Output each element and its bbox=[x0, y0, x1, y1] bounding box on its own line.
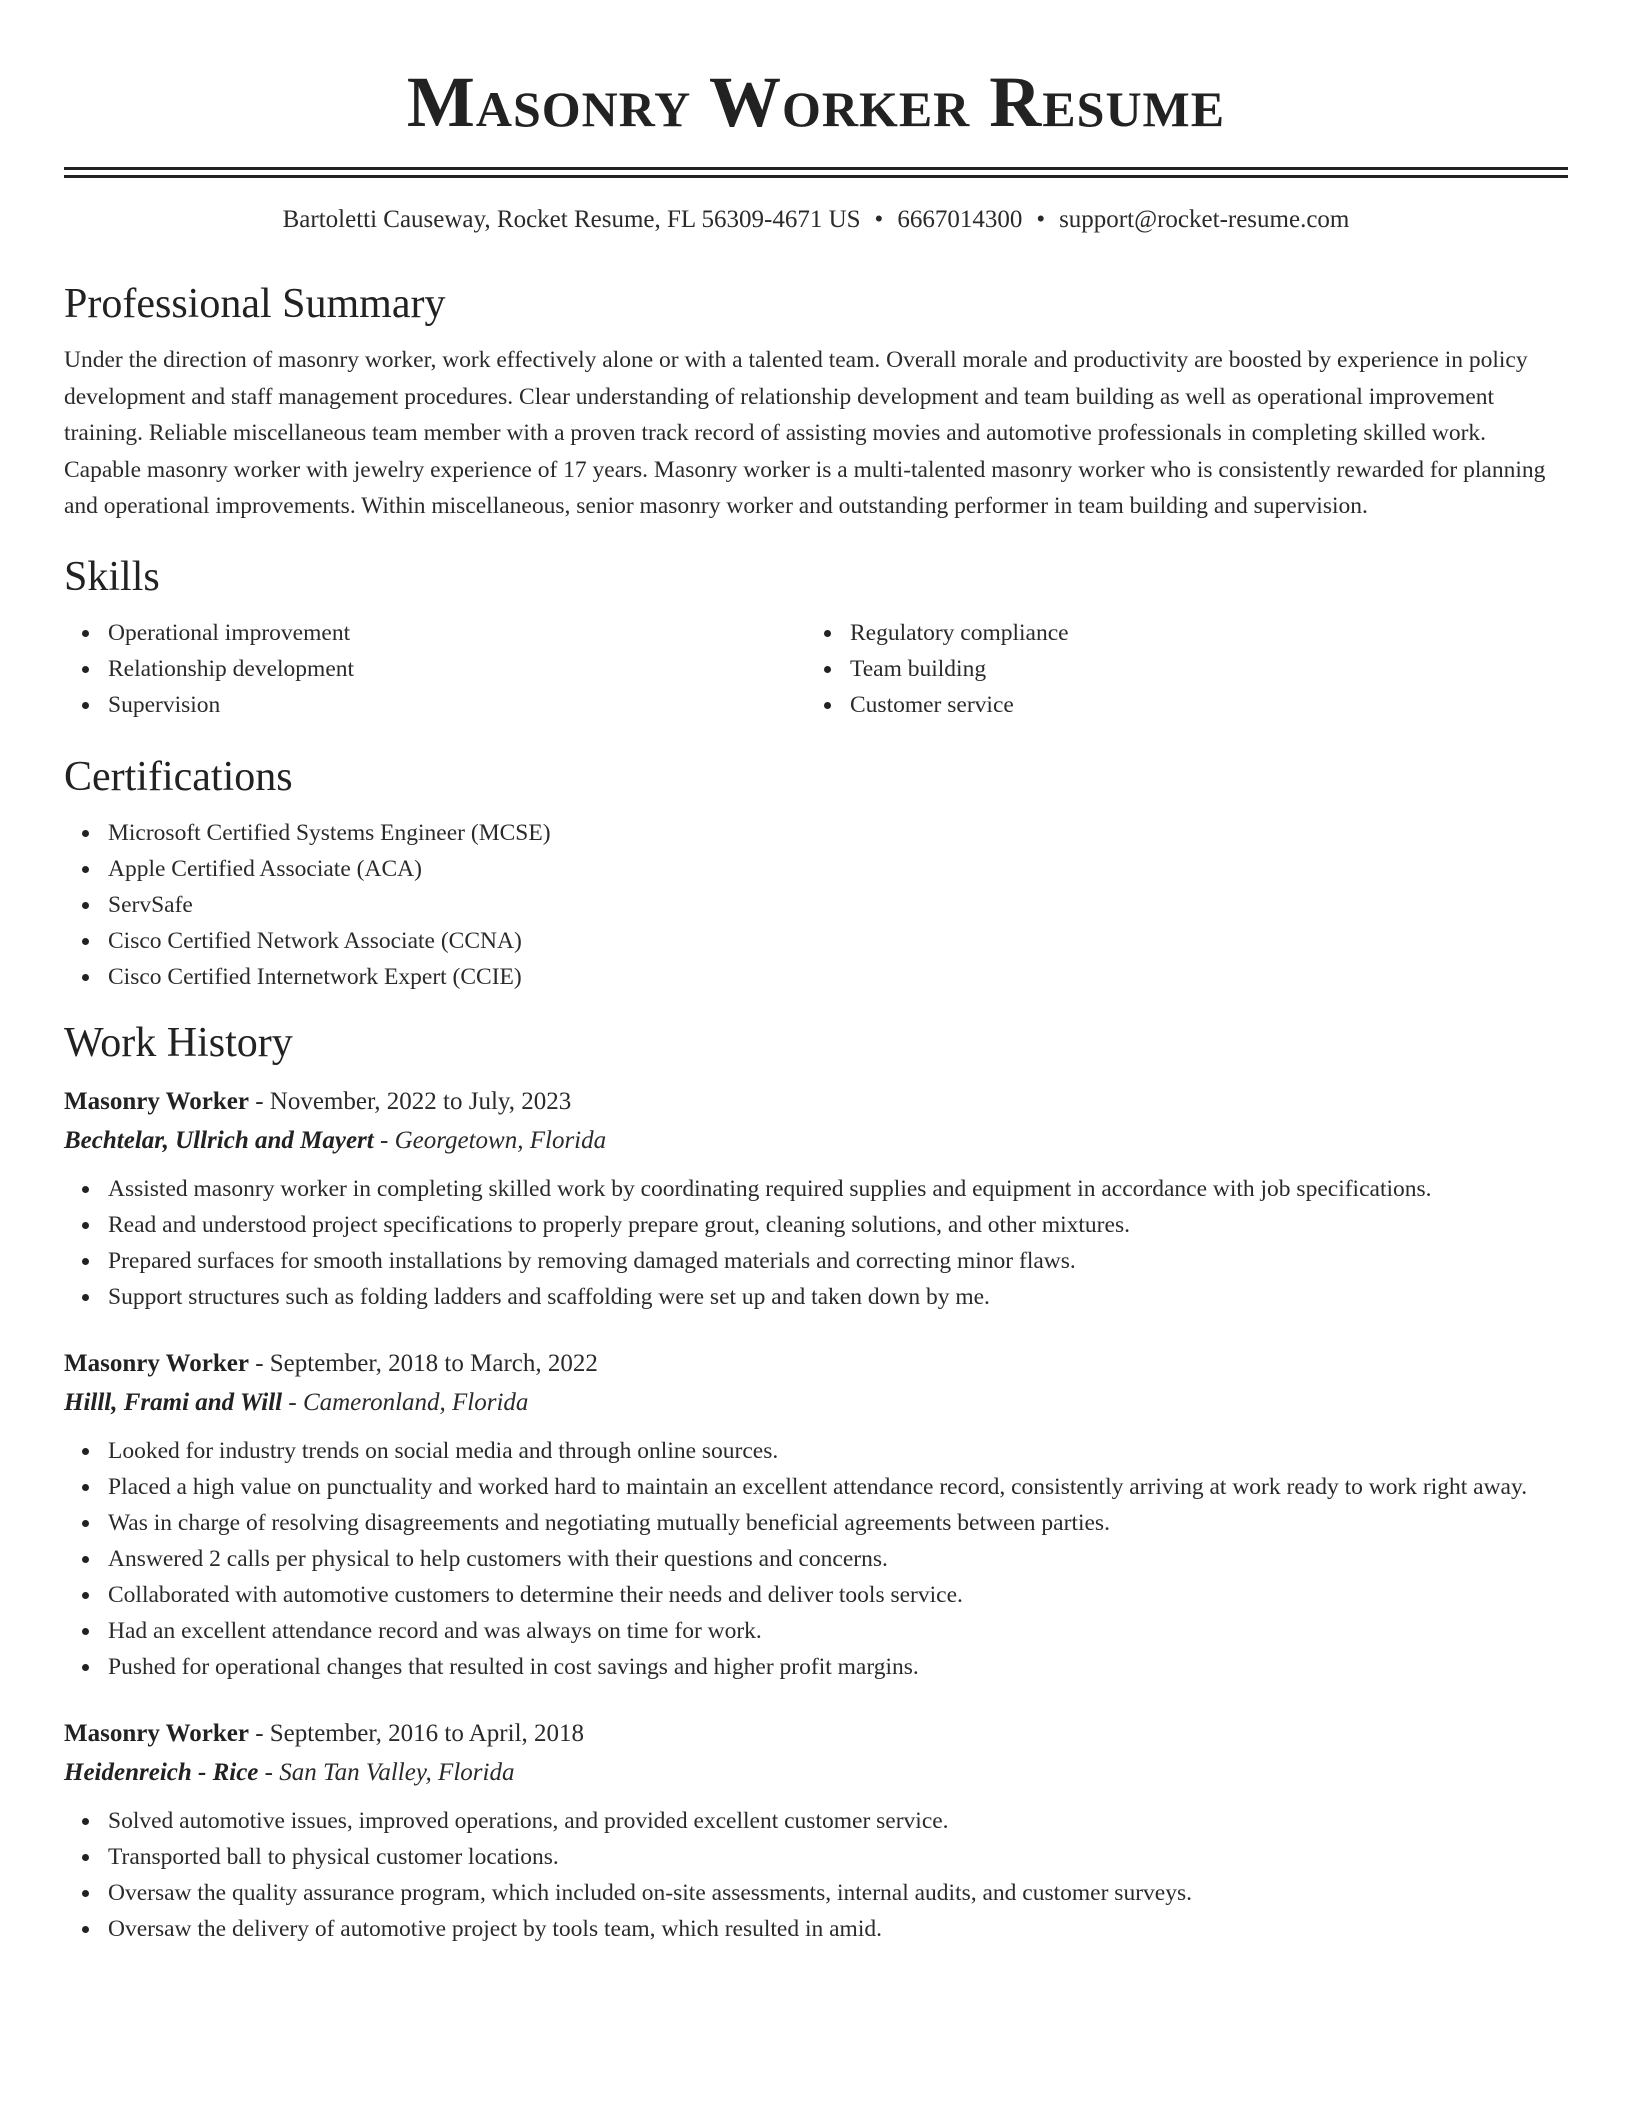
job-dates: September, 2016 to April, 2018 bbox=[269, 1719, 585, 1747]
job-employer bbox=[64, 1753, 1568, 1793]
job-location: San Tan Valley, Florida bbox=[279, 1758, 515, 1786]
job-dates: September, 2018 to March, 2022 bbox=[269, 1349, 598, 1377]
job-bullet: Answered 2 calls per physical to help customers with their questions and concerns. bbox=[64, 1541, 1568, 1577]
contact-line bbox=[64, 203, 1568, 237]
certification-item: Cisco Certified Network Associate (CCNA) bbox=[64, 923, 1568, 959]
job-dash: - bbox=[264, 1758, 273, 1786]
certifications-list bbox=[64, 815, 1568, 995]
skills-list-right bbox=[806, 615, 1548, 723]
contact-email: support@rocket-resume.com bbox=[1059, 206, 1350, 233]
job-bullet: Had an excellent attendance record and was always on time for work. bbox=[64, 1613, 1568, 1649]
summary-section bbox=[64, 278, 1568, 525]
job-bullet: Solved automotive issues, improved operations, and provided excellent customer service. bbox=[64, 1803, 1568, 1839]
job-bullet: Prepared surfaces for smooth installations by removing damaged materials and correcting minor flaws. bbox=[64, 1243, 1568, 1279]
job-title: Masonry Worker bbox=[64, 1349, 249, 1377]
skill-item: Regulatory compliance bbox=[806, 615, 1548, 651]
contact-separator: • bbox=[874, 206, 884, 233]
skill-item: Customer service bbox=[806, 687, 1548, 723]
job-title: Masonry Worker bbox=[64, 1087, 249, 1115]
work-history-heading: Work History bbox=[64, 1019, 293, 1066]
job-bullets bbox=[64, 1803, 1568, 1947]
job-entry bbox=[64, 1715, 1568, 1947]
resume-title: Masonry Worker Resume bbox=[406, 62, 1226, 142]
job-company: Bechtelar, Ullrich and Mayert bbox=[64, 1126, 374, 1154]
job-entry bbox=[64, 1345, 1568, 1685]
skill-item: Relationship development bbox=[64, 651, 806, 687]
job-bullets bbox=[64, 1171, 1568, 1315]
skills-section bbox=[64, 551, 1568, 723]
job-title: Masonry Worker bbox=[64, 1719, 249, 1747]
job-dash: - bbox=[288, 1388, 297, 1416]
certification-item: Microsoft Certified Systems Engineer (MCSE) bbox=[64, 815, 1568, 851]
summary-heading: Professional Summary bbox=[64, 281, 446, 327]
contact-separator: • bbox=[1036, 206, 1046, 233]
certification-item: Cisco Certified Internetwork Expert (CCIE) bbox=[64, 959, 1568, 995]
certification-item: Apple Certified Associate (ACA) bbox=[64, 851, 1568, 887]
job-bullets bbox=[64, 1433, 1568, 1685]
skills-heading: Skills bbox=[64, 553, 160, 600]
resume-page bbox=[64, 0, 1568, 1947]
summary-text: Under the direction of masonry worker, work effectively alone or with a talented team. Overall morale and productivity are boosted by experience in policy development and staff management procedures. Clear understanding of relationship development and team building as well as operational improvement training. Reliable miscellaneous team member with a proven track record of assisting movies and automotive professionals in completing skilled work. Capable masonry worker with jewelry experience of 17 years. Masonry worker is a multi-talented masonry worker who is consistently rewarded for planning and operational improvements. Within miscellaneous, senior masonry worker and outstanding performer in team building and supervision. bbox=[64, 347, 1546, 519]
job-dash: - bbox=[255, 1349, 264, 1377]
contact-phone: 6667014300 bbox=[897, 206, 1023, 233]
job-bullet: Assisted masonry worker in completing skilled work by coordinating required supplies and equipment in accordance with job specifications. bbox=[64, 1171, 1568, 1207]
title-divider bbox=[64, 167, 1568, 170]
certifications-section bbox=[64, 751, 1568, 995]
job-dash: - bbox=[255, 1719, 264, 1747]
job-bullet: Looked for industry trends on social media and through online sources. bbox=[64, 1433, 1568, 1469]
job-entry bbox=[64, 1083, 1568, 1315]
skills-list-left bbox=[64, 615, 806, 723]
skill-item: Operational improvement bbox=[64, 615, 806, 651]
job-bullet: Support structures such as folding ladders and scaffolding were set up and taken down by me. bbox=[64, 1279, 1568, 1315]
job-bullet: Oversaw the delivery of automotive project by tools team, which resulted in amid. bbox=[64, 1911, 1568, 1947]
job-company: Hilll, Frami and Will bbox=[64, 1388, 283, 1416]
job-location: Cameronland, Florida bbox=[302, 1388, 529, 1416]
job-bullet: Oversaw the quality assurance program, which included on-site assessments, internal audits, and customer surveys. bbox=[64, 1875, 1568, 1911]
job-dates: November, 2022 to July, 2023 bbox=[269, 1087, 572, 1115]
job-bullet: Placed a high value on punctuality and worked hard to maintain an excellent attendance record, consistently arriving at work ready to work right away. bbox=[64, 1469, 1568, 1505]
skill-item: Team building bbox=[806, 651, 1548, 687]
contact-address: Bartoletti Causeway, Rocket Resume, FL 56309-4671 US bbox=[282, 206, 861, 233]
job-location: Georgetown, Florida bbox=[394, 1126, 607, 1154]
job-bullet: Read and understood project specifications to properly prepare grout, cleaning solutions, and other mixtures. bbox=[64, 1207, 1568, 1243]
job-bullet: Transported ball to physical customer locations. bbox=[64, 1839, 1568, 1875]
job-employer bbox=[64, 1383, 1568, 1423]
job-bullet: Collaborated with automotive customers to determine their needs and deliver tools service. bbox=[64, 1577, 1568, 1613]
certifications-heading: Certifications bbox=[64, 753, 293, 800]
job-header bbox=[64, 1715, 1568, 1753]
job-dash: - bbox=[379, 1126, 389, 1154]
job-bullet: Was in charge of resolving disagreements and negotiating mutually beneficial agreements between parties. bbox=[64, 1505, 1568, 1541]
skill-item: Supervision bbox=[64, 687, 806, 723]
job-header bbox=[64, 1083, 1568, 1121]
work-history-section bbox=[64, 1017, 1568, 1947]
job-bullet: Pushed for operational changes that resulted in cost savings and higher profit margins. bbox=[64, 1649, 1568, 1685]
certification-item: ServSafe bbox=[64, 887, 1568, 923]
skills-columns bbox=[64, 615, 1568, 723]
job-company: Heidenreich - Rice bbox=[64, 1758, 259, 1786]
job-employer bbox=[64, 1121, 1568, 1161]
job-header bbox=[64, 1345, 1568, 1383]
job-dash: - bbox=[255, 1087, 264, 1115]
